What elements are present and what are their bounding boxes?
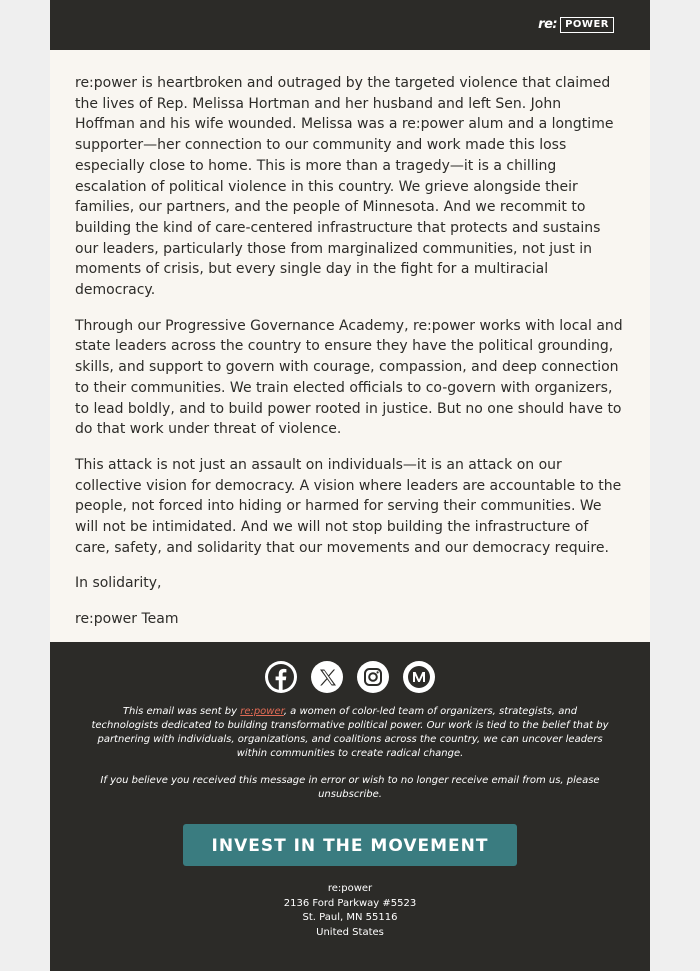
sent-by-suffix: , a women of color-led team of organizers, strategists, and technologists dedicated to building transformative political power. Our work is tied to the belief that by partnering with individuals, organizations, and coalitions across the country, we can uncover leaders within communities to create radical change.	[91, 706, 609, 759]
x-icon[interactable]	[311, 661, 343, 693]
social-links	[50, 661, 650, 693]
instagram-icon[interactable]	[357, 661, 389, 693]
body-paragraph: Through our Progressive Governance Academy, re:power works with local and state leaders across the country to ensure they have the political grounding, skills, and support to govern with courage, compassion, and deep connection to their communities. We train elected officials to co-govern with organizers, to lead boldly, and to build power rooted in justice. But no one should have to do that work under threat of violence.	[75, 317, 623, 438]
unsubscribe-notice[interactable]: If you believe you received this message in error or wish to no longer receive email from us, please unsubscribe.	[100, 775, 600, 800]
address-country: United States	[316, 926, 384, 938]
logo-word: POWER	[560, 17, 614, 33]
sign-off: In solidarity,	[75, 575, 162, 592]
address-org: re:power	[327, 883, 373, 894]
address-street: 2136 Ford Parkway #5523	[283, 897, 417, 909]
email-header	[50, 0, 650, 50]
email-body	[50, 50, 650, 642]
invest-button[interactable]: INVEST IN THE MOVEMENT	[183, 824, 517, 866]
email-container	[50, 0, 650, 971]
address-city: St. Paul, MN 55116	[302, 912, 398, 923]
medium-icon[interactable]	[403, 661, 435, 693]
signature: re:power Team	[75, 611, 179, 628]
facebook-icon[interactable]	[265, 661, 297, 693]
repower-link[interactable]: re:power	[240, 706, 284, 717]
email-footer	[50, 642, 650, 971]
repower-logo[interactable]	[537, 16, 614, 34]
body-paragraph: re:power is heartbroken and outraged by the targeted violence that claimed the lives of Rep. Melissa Hortman and her husband and left Sen. John Hoffman and his wife wounded. Melissa was a re:power alum and a longtime supporter—her connection to our community and work made this loss especially close to home. This is more than a tragedy—it is a chilling escalation of political violence in this country. We grieve alongside their families, our partners, and the people of Minnesota. And we recommit to building the kind of care-centered infrastructure that protects and sustains our leaders, particularly those from marginalized communities, not just in moments of crisis, but every single day in the fight for a multiracial democracy.	[75, 75, 614, 299]
sent-by-notice	[90, 705, 610, 761]
logo-mark: re:	[538, 17, 558, 32]
body-paragraph: This attack is not just an assault on individuals—it is an attack on our collective vision for democracy. A vision where leaders are accountable to the people, not forced into hiding or harmed for serving their communities. We will not be intimidated. And we will not stop building the infrastructure of care, safety, and solidarity that our movements and our democracy require.	[75, 456, 622, 556]
sent-by-prefix: This email was sent by	[122, 706, 241, 717]
mailing-address	[50, 882, 650, 940]
